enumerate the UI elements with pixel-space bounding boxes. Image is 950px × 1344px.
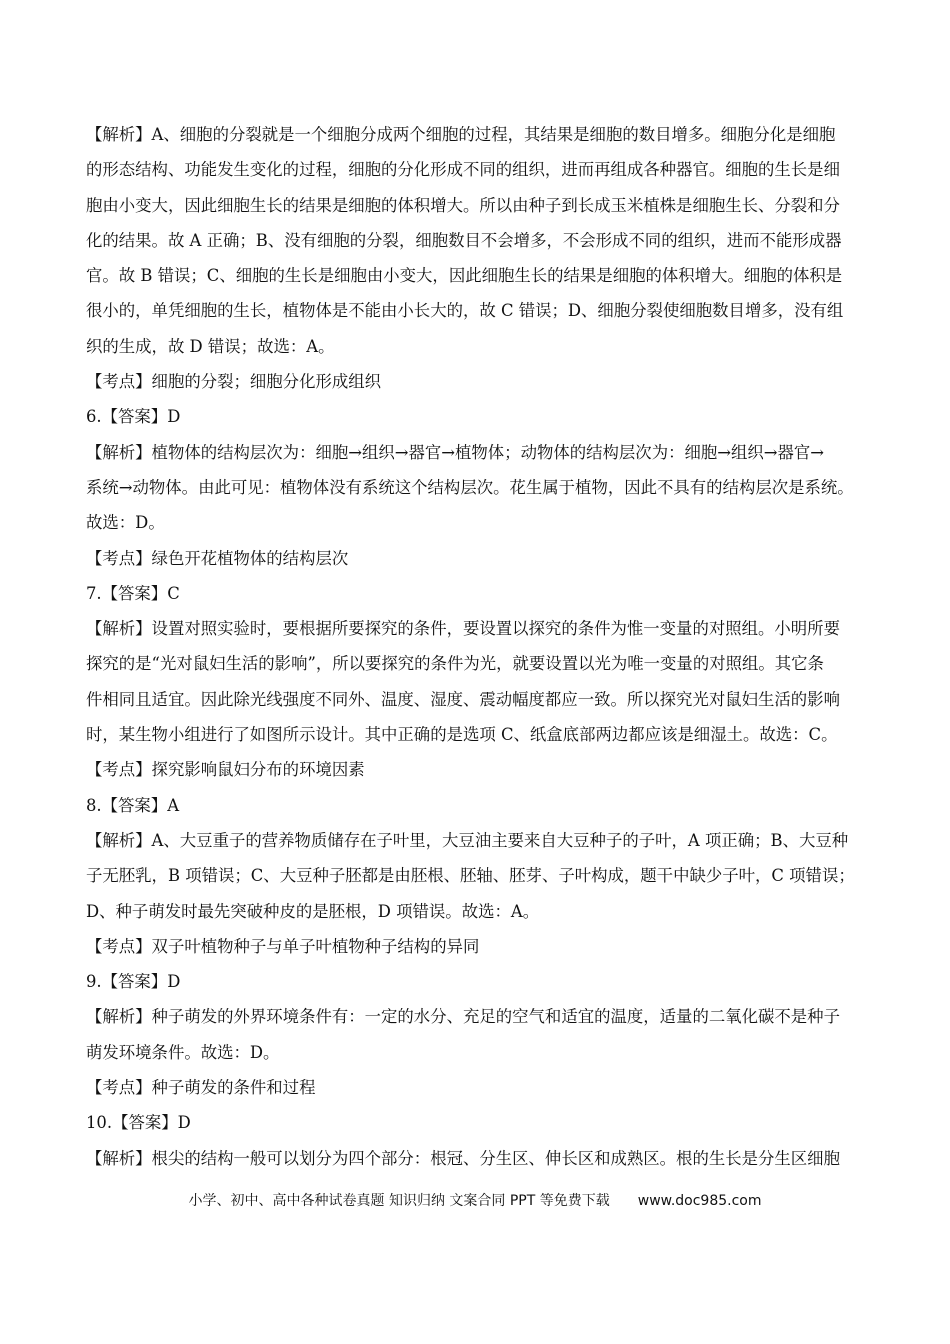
answer-line: 8.【答案】A bbox=[86, 795, 180, 815]
text-line: 很小的，单凭细胞的生长，植物体是不能由小长大的，故 C 错误；D、细胞分裂使细胞数目增多，没有组 bbox=[86, 301, 844, 321]
text-line: 【解析】种子萌发的外界环境条件有：一定的水分、充足的空气和适宜的温度，适量的二氧化碳不是种子 bbox=[86, 1007, 840, 1027]
text-line: 故选：D。 bbox=[86, 513, 165, 533]
knowledge-point-line: 【考点】双子叶植物种子与单子叶植物种子结构的异同 bbox=[86, 936, 480, 956]
text-line: 胞由小变大，因此细胞生长的结果是细胞的体积增大。所以由种子到长成玉米植株是细胞生长、分裂和分 bbox=[86, 195, 840, 215]
answer-analysis-text bbox=[86, 117, 866, 1176]
text-line: 探究的是“光对鼠妇生活的影响”，所以要探究的条件为光，就要设置以光为唯一变量的对照组。其它条 bbox=[86, 654, 824, 674]
text-line: 系统→动物体。由此可见：植物体没有系统这个结构层次。花生属于植物，因此不具有的结构层次是系统。 bbox=[86, 477, 854, 497]
knowledge-point-line: 【考点】种子萌发的条件和过程 bbox=[86, 1078, 316, 1098]
text-line: 【解析】A、大豆重子的营养物质储存在子叶里，大豆油主要来自大豆种子的子叶，A 项正确；B、大豆种 bbox=[86, 830, 849, 850]
footer-text: 小学、初中、高中各种试卷真题 知识归纳 文案合同 PPT 等免费下载 bbox=[188, 1193, 610, 1209]
page-footer bbox=[0, 1190, 950, 1210]
text-line: 子无胚乳，B 项错误；C、大豆种子胚都是由胚根、胚轴、胚芽、子叶构成，题干中缺少子叶，C 项错误； bbox=[86, 866, 855, 886]
knowledge-point-line: 【考点】细胞的分裂；细胞分化形成组织 bbox=[86, 372, 382, 392]
text-line: 【解析】植物体的结构层次为：细胞→组织→器官→植物体；动物体的结构层次为：细胞→组织→器官→ bbox=[86, 442, 825, 462]
text-line: 【解析】设置对照实验时，要根据所要探究的条件，要设置以探究的条件为惟一变量的对照组。小明所要 bbox=[86, 619, 840, 639]
text-line: 件相同且适宜。因此除光线强度不同外、温度、湿度、震动幅度都应一致。所以探究光对鼠妇生活的影响 bbox=[86, 689, 840, 709]
footer-url-link[interactable]: www.doc985.com bbox=[637, 1193, 762, 1209]
answer-line: 6.【答案】D bbox=[86, 407, 181, 427]
text-line: 织的生成，故 D 错误；故选：A。 bbox=[86, 336, 335, 356]
knowledge-point-line: 【考点】探究影响鼠妇分布的环境因素 bbox=[86, 760, 365, 780]
text-line: D、种子萌发时最先突破种皮的是胚根，D 项错误。故选：A。 bbox=[86, 901, 540, 921]
text-line: 萌发环境条件。故选：D。 bbox=[86, 1042, 280, 1062]
answer-line: 9.【答案】D bbox=[86, 972, 181, 992]
text-line: 官。故 B 错误；C、细胞的生长是细胞由小变大，因此细胞生长的结果是细胞的体积增大。细胞的体积是 bbox=[86, 266, 843, 286]
text-line: 化的结果。故 A 正确；B、没有细胞的分裂，细胞数目不会增多，不会形成不同的组织，进而不能形成器 bbox=[86, 230, 842, 250]
knowledge-point-line: 【考点】绿色开花植物体的结构层次 bbox=[86, 548, 349, 568]
text-line: 的形态结构、功能发生变化的过程，细胞的分化形成不同的组织，进而再组成各种器官。细胞的生长是细 bbox=[86, 160, 840, 180]
text-line: 【解析】A、细胞的分裂就是一个细胞分成两个细胞的过程，其结果是细胞的数目增多。细胞分化是细胞 bbox=[86, 125, 836, 144]
answer-line: 7.【答案】C bbox=[86, 583, 180, 603]
answer-line: 10.【答案】D bbox=[86, 1113, 191, 1133]
text-line: 【解析】根尖的结构一般可以划分为四个部分：根冠、分生区、伸长区和成熟区。根的生长是分生区细胞 bbox=[86, 1148, 840, 1168]
text-line: 时，某生物小组进行了如图所示设计。其中正确的是选项 C、纸盒底部两边都应该是细湿土。故选：C。 bbox=[86, 725, 838, 745]
